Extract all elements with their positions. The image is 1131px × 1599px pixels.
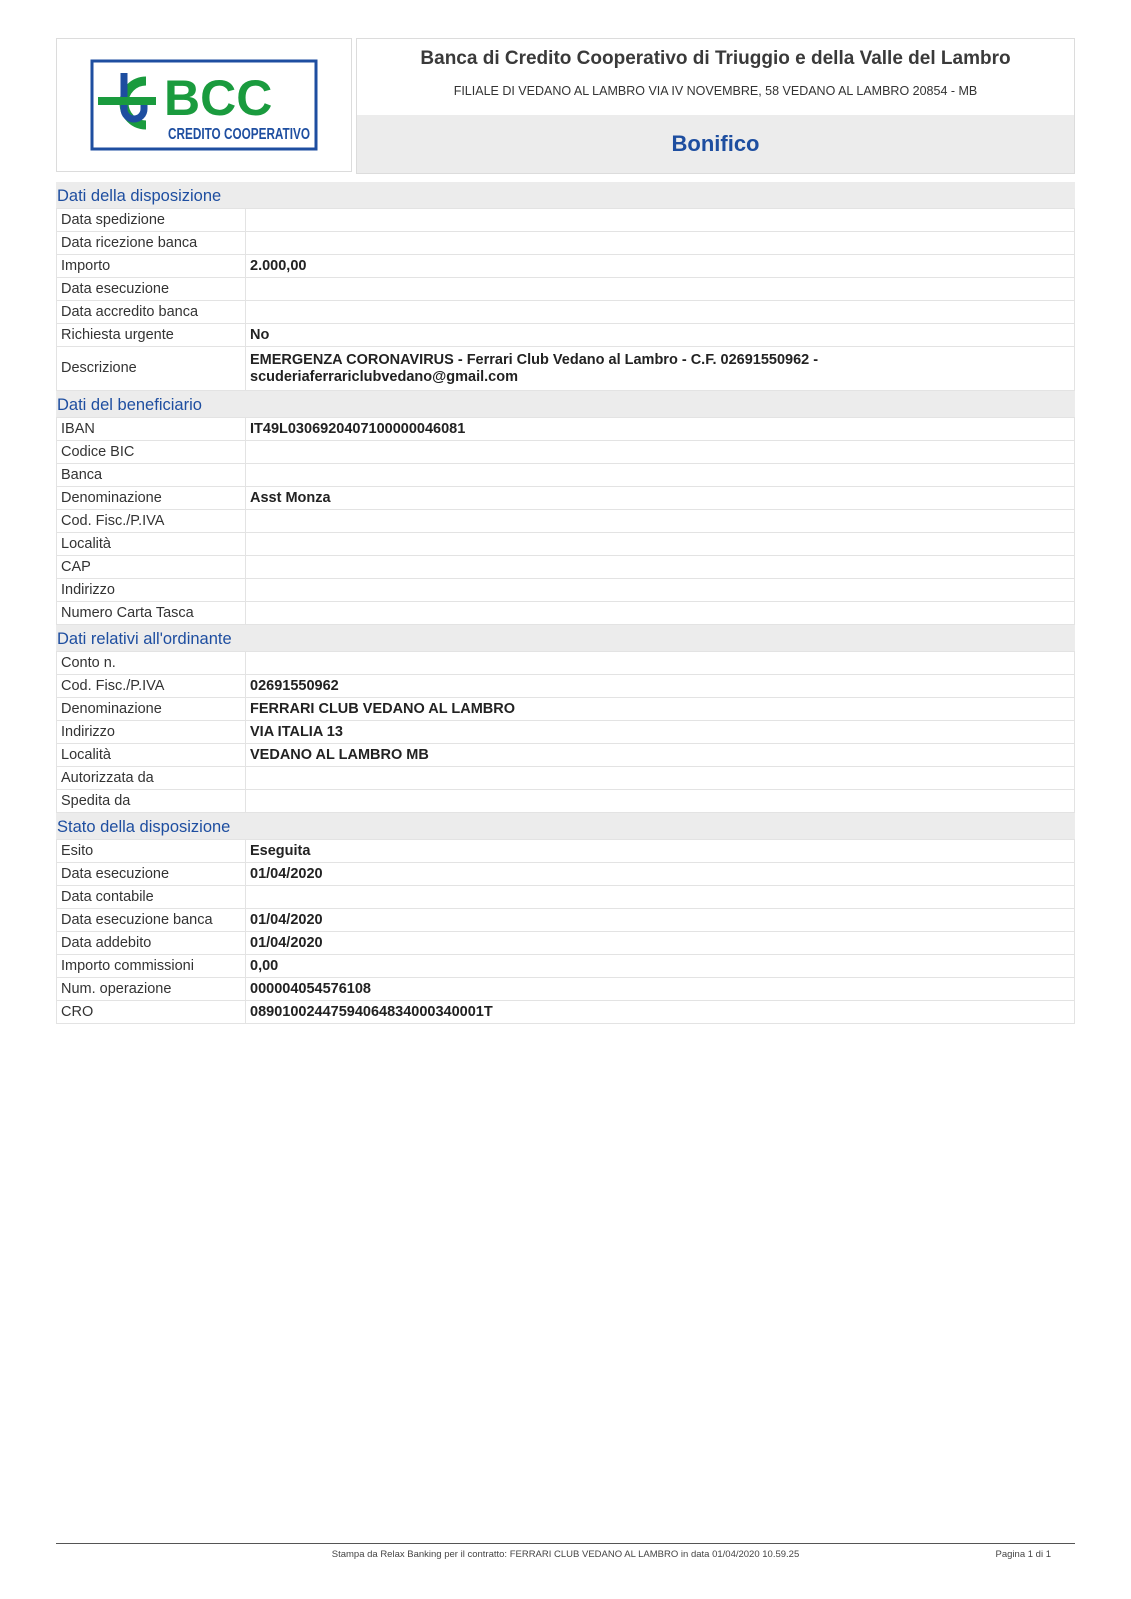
row-value: 2.000,00 (246, 255, 1075, 278)
row-label: Denominazione (57, 487, 246, 510)
table-row (57, 767, 1075, 790)
footer-print-info: Stampa da Relax Banking per il contratto: FERRARI CLUB VEDANO AL LAMBRO in data 01/04/2020 10.59.25 (331, 1549, 800, 1560)
title-box (356, 38, 1075, 174)
row-value (246, 790, 1075, 813)
row-value (246, 441, 1075, 464)
row-value (246, 533, 1075, 556)
table-row (57, 932, 1075, 955)
table-row (57, 840, 1075, 863)
branch-address: FILIALE DI VEDANO AL LAMBRO VIA IV NOVEMBRE, 58 VEDANO AL LAMBRO 20854 - MB (453, 84, 978, 98)
row-label: Data contabile (57, 886, 246, 909)
section-title-ordinante: Dati relativi all'ordinante (56, 625, 1075, 651)
row-value (246, 464, 1075, 487)
logo-box (56, 38, 352, 172)
row-label: Data ricezione banca (57, 232, 246, 255)
row-label: Esito (57, 840, 246, 863)
table-row (57, 556, 1075, 579)
row-value: VIA ITALIA 13 (246, 721, 1075, 744)
row-value (246, 886, 1075, 909)
row-value (246, 510, 1075, 533)
logo-wordmark: BCC (164, 70, 273, 126)
table-row (57, 418, 1075, 441)
row-value: EMERGENZA CORONAVIRUS - Ferrari Club Vedano al Lambro - C.F. 02691550962 - scuderiaferrariclubvedano@gmail.com (246, 347, 1075, 391)
row-value: 01/04/2020 (246, 932, 1075, 955)
table-row (57, 278, 1075, 301)
row-value: 08901002447594064834000340001T (246, 1001, 1075, 1024)
row-label: Importo (57, 255, 246, 278)
row-value (246, 209, 1075, 232)
document-title: Bonifico (671, 131, 760, 156)
table-row (57, 347, 1075, 391)
table-row (57, 579, 1075, 602)
row-value (246, 232, 1075, 255)
row-value: 02691550962 (246, 675, 1075, 698)
bcc-logo (90, 59, 318, 151)
table-stato (56, 839, 1075, 1024)
table-row (57, 487, 1075, 510)
row-value (246, 278, 1075, 301)
table-row (57, 744, 1075, 767)
row-label: Importo commissioni (57, 955, 246, 978)
table-row (57, 602, 1075, 625)
row-label: Banca (57, 464, 246, 487)
table-row (57, 441, 1075, 464)
row-value (246, 767, 1075, 790)
row-label: CRO (57, 1001, 246, 1024)
row-label: Data esecuzione (57, 278, 246, 301)
row-label: Codice BIC (57, 441, 246, 464)
table-row (57, 324, 1075, 347)
row-label: Conto n. (57, 652, 246, 675)
row-value: Asst Monza (246, 487, 1075, 510)
table-disposizione (56, 208, 1075, 391)
section-title-beneficiario: Dati del beneficiario (56, 391, 1075, 417)
row-label: Descrizione (57, 347, 246, 391)
page-number: Pagina 1 di 1 (995, 1549, 1051, 1560)
table-row (57, 863, 1075, 886)
row-label: Località (57, 533, 246, 556)
table-row (57, 510, 1075, 533)
table-row (57, 675, 1075, 698)
table-row (57, 790, 1075, 813)
section-title-disposizione: Dati della disposizione (56, 182, 1075, 208)
row-value: No (246, 324, 1075, 347)
row-label: Num. operazione (57, 978, 246, 1001)
row-label: Data accredito banca (57, 301, 246, 324)
table-row (57, 1001, 1075, 1024)
table-row (57, 698, 1075, 721)
row-label: CAP (57, 556, 246, 579)
row-label: Indirizzo (57, 579, 246, 602)
row-label: Cod. Fisc./P.IVA (57, 510, 246, 533)
table-row (57, 533, 1075, 556)
row-value (246, 301, 1075, 324)
row-value: VEDANO AL LAMBRO MB (246, 744, 1075, 767)
bank-name: Banca di Credito Cooperativo di Triuggio e della Valle del Lambro (420, 48, 1011, 69)
row-label: Cod. Fisc./P.IVA (57, 675, 246, 698)
table-row (57, 721, 1075, 744)
row-label: Località (57, 744, 246, 767)
document-header (56, 38, 1075, 174)
row-value (246, 652, 1075, 675)
row-label: Denominazione (57, 698, 246, 721)
row-value: IT49L0306920407100000046081 (246, 418, 1075, 441)
row-value: Eseguita (246, 840, 1075, 863)
row-label: Indirizzo (57, 721, 246, 744)
row-value (246, 602, 1075, 625)
document-body (56, 182, 1075, 1024)
table-row (57, 232, 1075, 255)
row-value: 0,00 (246, 955, 1075, 978)
table-beneficiario (56, 417, 1075, 625)
table-row (57, 886, 1075, 909)
row-label: IBAN (57, 418, 246, 441)
table-row (57, 464, 1075, 487)
table-row (57, 955, 1075, 978)
table-ordinante (56, 651, 1075, 813)
row-value: 01/04/2020 (246, 863, 1075, 886)
row-value: FERRARI CLUB VEDANO AL LAMBRO (246, 698, 1075, 721)
table-row (57, 301, 1075, 324)
row-label: Data addebito (57, 932, 246, 955)
row-label: Data spedizione (57, 209, 246, 232)
section-title-stato: Stato della disposizione (56, 813, 1075, 839)
row-label: Numero Carta Tasca (57, 602, 246, 625)
row-label: Data esecuzione (57, 863, 246, 886)
row-value: 01/04/2020 (246, 909, 1075, 932)
row-label: Data esecuzione banca (57, 909, 246, 932)
table-row (57, 909, 1075, 932)
row-label: Richiesta urgente (57, 324, 246, 347)
table-row (57, 652, 1075, 675)
page-footer (56, 1543, 1075, 1560)
table-row (57, 209, 1075, 232)
logo-subtext: CREDITO COOPERATIVO (168, 126, 310, 143)
row-label: Spedita da (57, 790, 246, 813)
table-row (57, 978, 1075, 1001)
row-value (246, 579, 1075, 602)
row-value (246, 556, 1075, 579)
row-value: 000004054576108 (246, 978, 1075, 1001)
table-row (57, 255, 1075, 278)
row-label: Autorizzata da (57, 767, 246, 790)
